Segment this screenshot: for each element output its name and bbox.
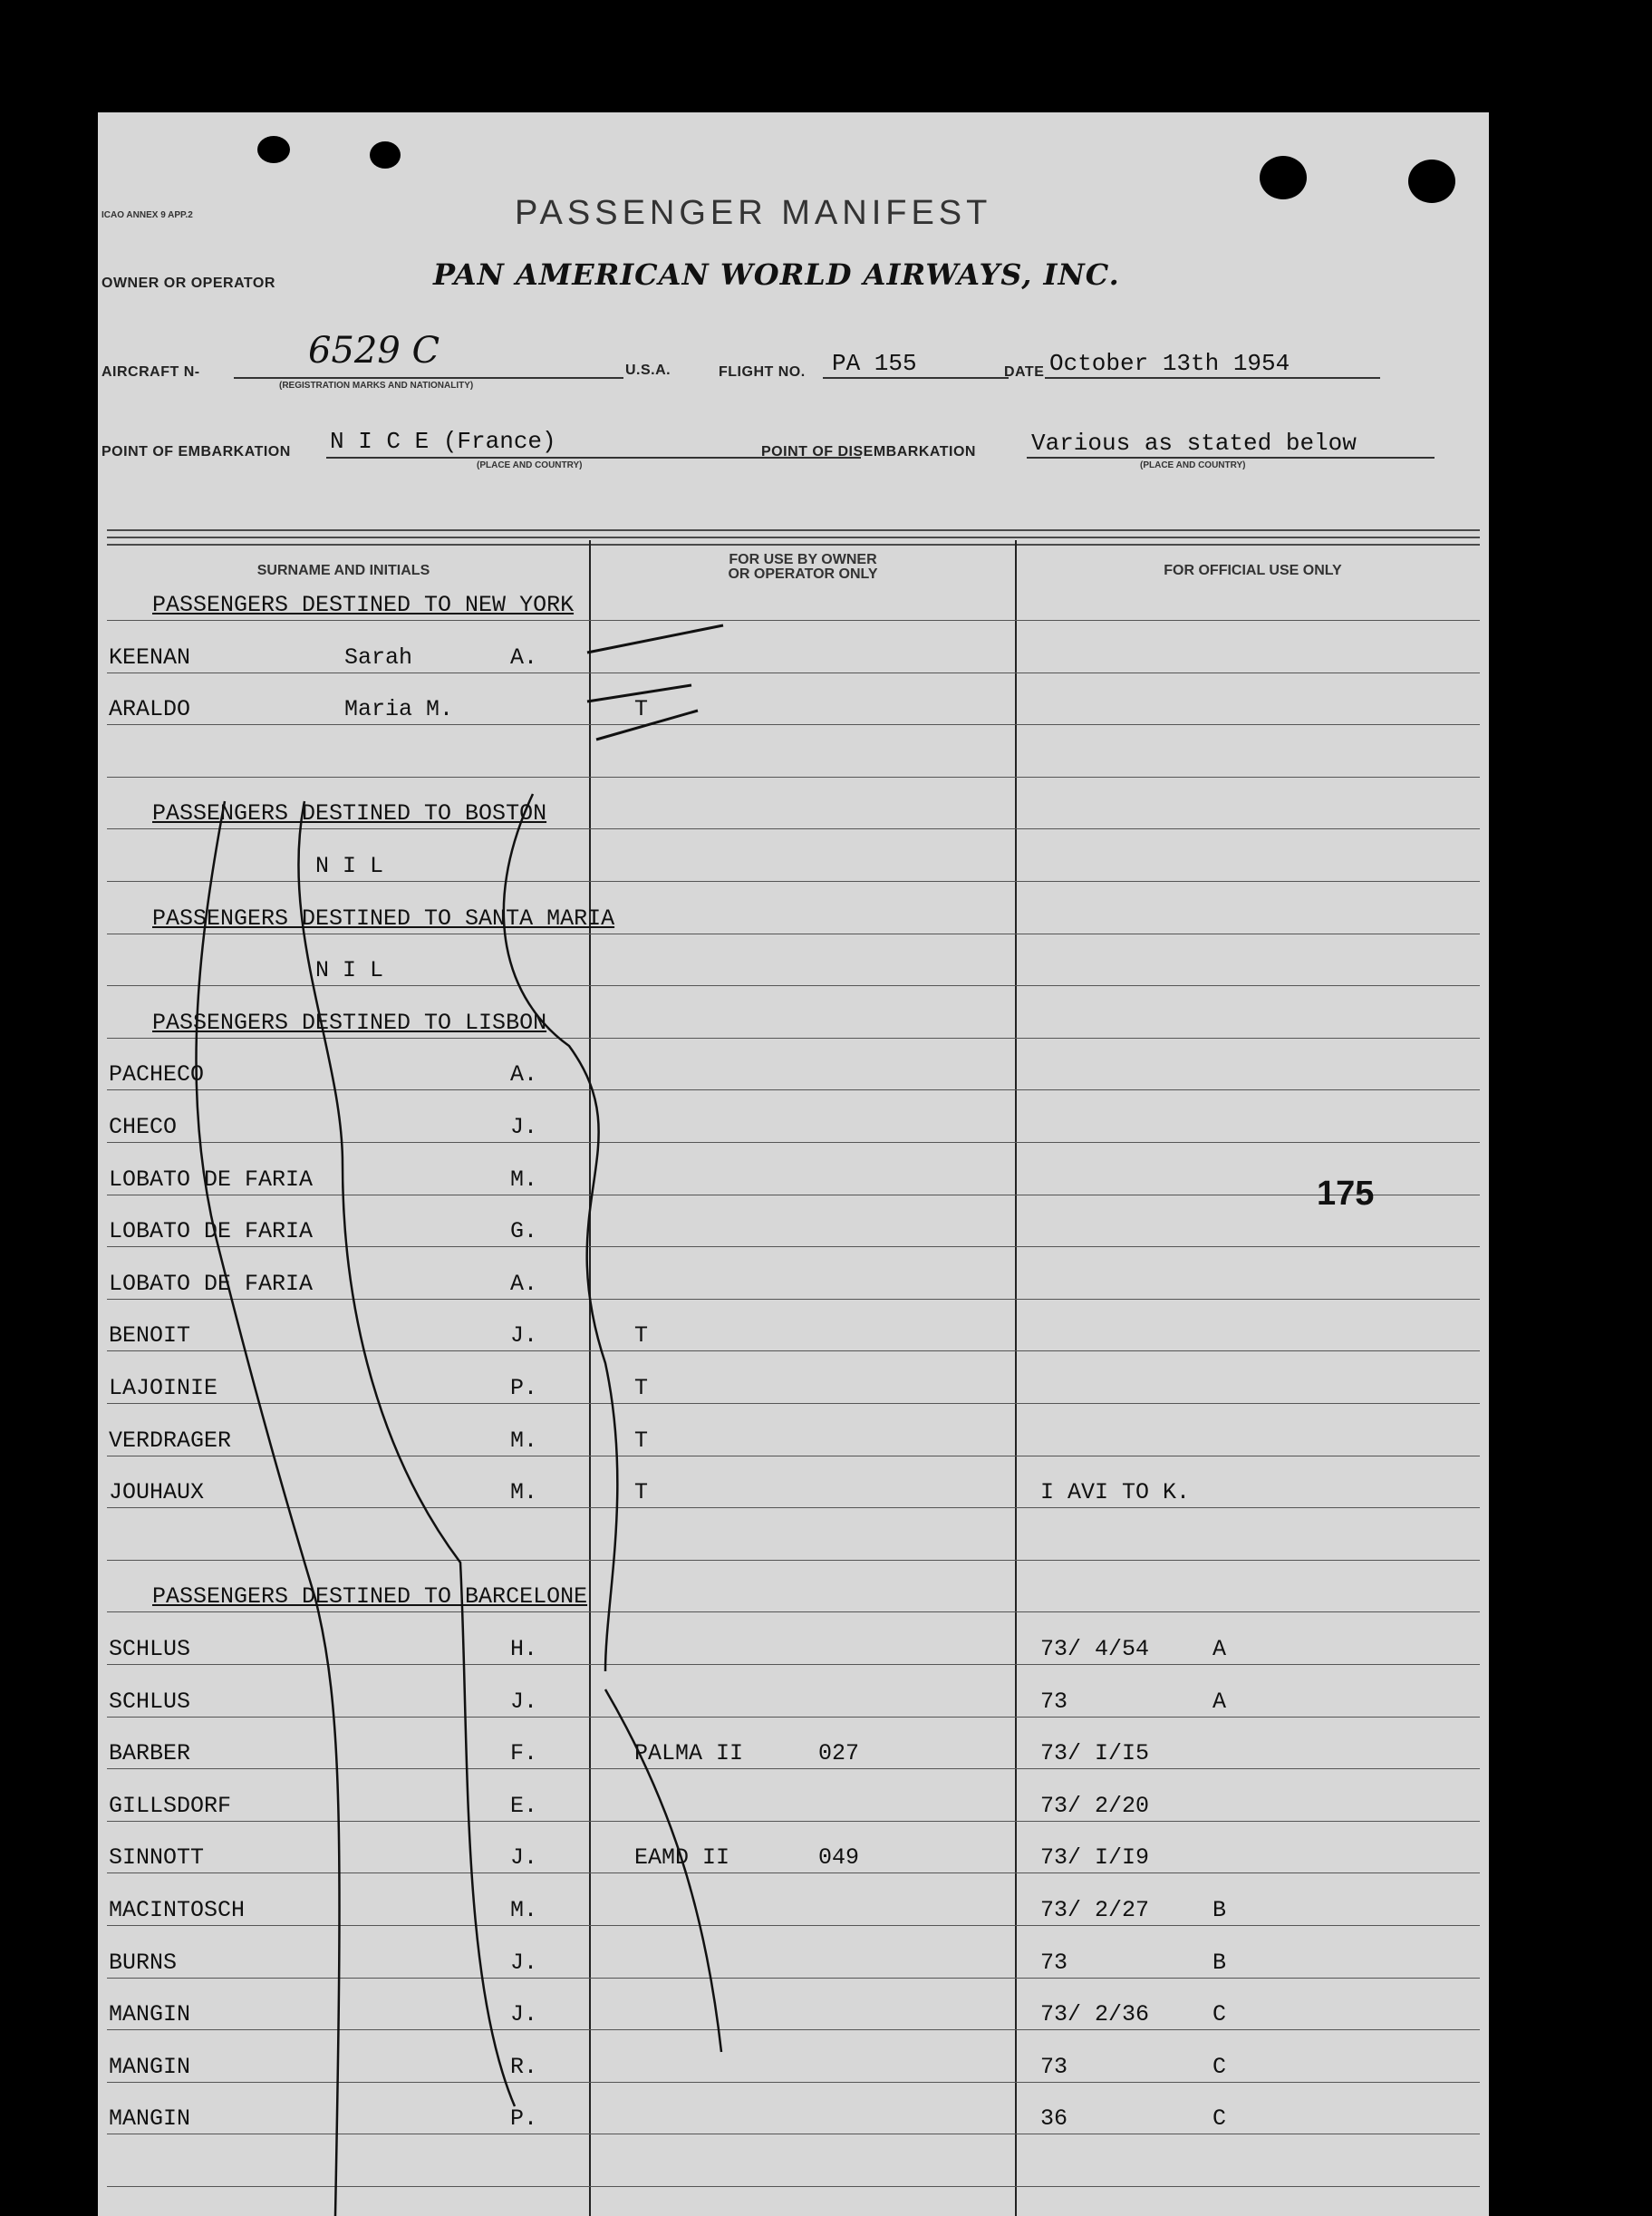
passenger-initial: A. (510, 1061, 538, 1089)
official-remark: 73/ 2/27 (1040, 1897, 1150, 1923)
section-title: PASSENGERS DESTINED TO SANTA MARIA (152, 905, 615, 932)
passenger-initial: P. (510, 1375, 538, 1401)
passenger-initial: H. (510, 1636, 538, 1662)
nil-text: N I L (315, 957, 384, 984)
passenger-surname: GILLSDORF (109, 1792, 232, 1819)
passenger-initial: P. (510, 2105, 538, 2133)
official-mark: B (1212, 1949, 1227, 1976)
passenger-initial: G. (510, 1218, 538, 1245)
section-title: PASSENGERS DESTINED TO BARCELONE (152, 1583, 588, 1611)
passenger-surname: SINNOTT (109, 1844, 205, 1872)
passenger-initial: M. (510, 1427, 538, 1454)
official-remark: 73/ 2/20 (1040, 1792, 1150, 1819)
owner-remark: T (634, 1375, 649, 1401)
passenger-surname: LAJOINIE (109, 1375, 218, 1401)
section-title: PASSENGERS DESTINED TO LISBON (152, 1009, 547, 1036)
disembarkation-label: POINT OF DISEMBARKATION (761, 444, 976, 460)
official-remark: 73/ 4/54 (1040, 1636, 1150, 1662)
owner-code: 027 (818, 1740, 860, 1767)
owner-remark: T (634, 1322, 649, 1350)
passenger-surname: SCHLUS (109, 1636, 191, 1662)
official-mark: A (1212, 1636, 1227, 1662)
passenger-initial: J. (510, 1114, 538, 1140)
owner-remark: T (634, 696, 649, 723)
flight-date: October 13th 1954 (1049, 350, 1290, 377)
passenger-initial: R. (510, 2053, 538, 2080)
passenger-initial: J. (510, 1688, 538, 1715)
passenger-initial: M. (510, 1166, 538, 1193)
official-remark: 73/ I/I9 (1040, 1844, 1150, 1872)
passenger-surname: MANGIN (109, 2105, 191, 2133)
passenger-surname: KEENAN (109, 644, 191, 671)
passenger-surname: ARALDO (109, 696, 191, 723)
passenger-initial: J. (510, 1844, 538, 1872)
passenger-surname: BURNS (109, 1949, 178, 1976)
embarkation-value: N I C E (France) (330, 428, 556, 455)
flight-number: PA 155 (832, 350, 917, 377)
official-remark: 73/ I/I5 (1040, 1740, 1150, 1767)
passenger-surname: PACHECO (109, 1061, 205, 1089)
passenger-surname: LOBATO DE FARIA (109, 1270, 314, 1297)
disembarkation-note: (PLACE AND COUNTRY) (1140, 460, 1246, 470)
column-header-surname: SURNAME AND INITIALS (256, 563, 430, 578)
aircraft-label: AIRCRAFT N- (101, 364, 200, 380)
passenger-surname: BARBER (109, 1740, 191, 1767)
official-mark: A (1212, 1688, 1227, 1715)
official-mark: C (1212, 2001, 1227, 2028)
official-remark: 73/ 2/36 (1040, 2001, 1150, 2028)
registration-note: (REGISTRATION MARKS AND NATIONALITY) (279, 381, 474, 391)
official-mark: B (1212, 1897, 1227, 1923)
column-header-owner: FOR USE BY OWNER OR OPERATOR ONLY (728, 552, 878, 582)
operator-name: PAN AMERICAN WORLD AIRWAYS, INC. (433, 257, 1120, 292)
official-remark: 36 (1040, 2105, 1068, 2133)
official-mark: C (1212, 2053, 1227, 2080)
official-remark: 73 (1040, 1688, 1068, 1715)
corner-code: ICAO ANNEX 9 APP.2 (101, 210, 193, 220)
passenger-initial: J. (510, 2001, 538, 2028)
disembarkation-value: Various as stated below (1031, 430, 1357, 457)
passenger-surname: MANGIN (109, 2001, 191, 2028)
official-mark: C (1212, 2105, 1227, 2133)
passenger-initial: E. (510, 1792, 538, 1819)
passenger-surname: SCHLUS (109, 1688, 191, 1715)
passenger-initial: M. (510, 1479, 538, 1506)
flight-label: FLIGHT NO. (719, 364, 806, 380)
passenger-surname: VERDRAGER (109, 1427, 232, 1454)
aircraft-registration: 6529 C (308, 330, 440, 372)
passenger-surname: CHECO (109, 1114, 178, 1140)
passenger-initial: A. (510, 1270, 538, 1297)
manifest-sheet (98, 112, 1489, 2216)
passenger-initial: J. (510, 1322, 538, 1350)
section-title: PASSENGERS DESTINED TO BOSTON (152, 800, 547, 827)
embarkation-note: (PLACE AND COUNTRY) (477, 460, 583, 470)
passenger-initial: J. (510, 1949, 538, 1976)
official-remark: I AVI TO K. (1040, 1479, 1191, 1506)
passenger-surname: LOBATO DE FARIA (109, 1218, 314, 1245)
official-remark: 73 (1040, 1949, 1068, 1976)
owner-remark: T (634, 1479, 649, 1506)
section-title: PASSENGERS DESTINED TO NEW YORK (152, 592, 575, 618)
passenger-given-name: Sarah (344, 644, 413, 671)
owner-code: 049 (818, 1844, 860, 1872)
owner-remark: PALMA II (634, 1740, 744, 1767)
official-remark: 73 (1040, 2053, 1068, 2080)
passenger-initial: A. (510, 644, 538, 671)
passenger-surname: LOBATO DE FARIA (109, 1166, 314, 1193)
passenger-initial: M. (510, 1897, 538, 1923)
passenger-surname: BENOIT (109, 1322, 191, 1350)
embarkation-label: POINT OF EMBARKATION (101, 444, 291, 460)
passenger-given-name: Maria M. (344, 696, 454, 723)
column-header-official: FOR OFFICIAL USE ONLY (1164, 563, 1342, 578)
owner-remark: T (634, 1427, 649, 1454)
page-stamp-number: 175 (1317, 1175, 1375, 1213)
owner-remark: EAMD II (634, 1844, 730, 1872)
passenger-surname: MACINTOSCH (109, 1897, 246, 1923)
nil-text: N I L (315, 853, 384, 879)
date-label: DATE (1004, 364, 1045, 380)
handwritten-check-marks (98, 112, 1489, 2216)
page-title: PASSENGER MANIFEST (515, 194, 992, 232)
passenger-surname: JOUHAUX (109, 1479, 205, 1506)
owner-label: OWNER OR OPERATOR (101, 276, 275, 291)
passenger-initial: F. (510, 1740, 538, 1767)
country-label: U.S.A. (625, 363, 671, 378)
passenger-surname: MANGIN (109, 2053, 191, 2080)
